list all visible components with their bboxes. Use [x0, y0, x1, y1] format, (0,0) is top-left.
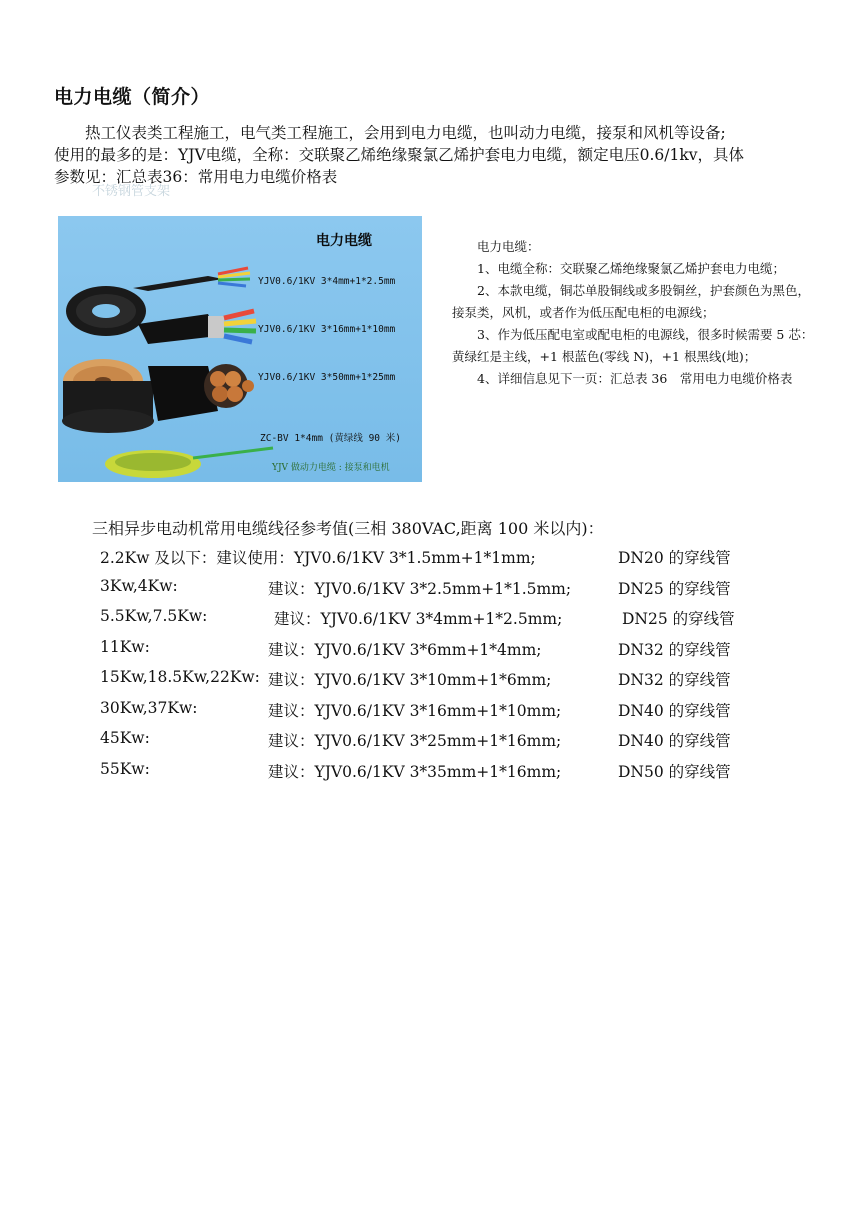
- cable-product-photo: [58, 216, 422, 482]
- table-row: [100, 546, 800, 577]
- table-row: [100, 577, 800, 608]
- intro-line-1: 热工仪表类工程施工，电气类工程施工，会用到电力电缆，也叫动力电缆，接泵和风机等设备;: [85, 124, 726, 142]
- intro-line-2: 使用的最多的是：YJV电缆，全称：交联聚乙烯绝缘聚氯乙烯护套电力电缆，额定电压0.6/1kv，具体: [54, 146, 745, 164]
- photo-label-3: YJV0.6/1KV 3*50mm+1*25mm: [258, 372, 396, 383]
- row-pipe: DN32 的穿线管: [618, 640, 731, 659]
- side-heading: 电力电缆：: [477, 239, 540, 254]
- intro-line-3: 参数见：汇总表36：常用电力电缆价格表: [54, 168, 338, 186]
- row-pipe: DN32 的穿线管: [618, 671, 731, 689]
- side-item-3: 3、作为低压配电室或配电柜的电源线，很多时候需要 5 芯：黄绿红是主线，+1 根蓝色(零线 N)，+1 根黑线(地)；: [452, 327, 814, 364]
- row-power: 45Kw:: [100, 729, 150, 747]
- table-row: [100, 699, 800, 730]
- row-cable: 建议：YJV0.6/1KV 3*16mm+1*10mm;: [268, 701, 562, 720]
- table-row: [100, 607, 800, 638]
- row-cable: 建议：YJV0.6/1KV 3*2.5mm+1*1.5mm;: [268, 579, 572, 598]
- side-item-2: 2、本款电缆，铜芯单股铜线或多股铜丝，护套颜色为黑色，接泵类，风机，或者作为低压配电柜的电源线；: [452, 283, 810, 320]
- row-cable: 建议：YJV0.6/1KV 3*35mm+1*16mm;: [268, 762, 562, 781]
- row-power: 11Kw:: [100, 637, 150, 656]
- table-row: [100, 668, 800, 699]
- row-power: 15Kw,18.5Kw,22Kw:: [100, 668, 260, 686]
- side-item-1: 1、电缆全称：交联聚乙烯绝缘聚氯乙烯护套电力电缆；: [477, 261, 785, 276]
- photo-label-2: YJV0.6/1KV 3*16mm+1*10mm: [258, 324, 396, 335]
- row-pipe: DN25 的穿线管: [622, 610, 735, 628]
- table-row: [100, 638, 800, 669]
- row-cable: 建议：YJV0.6/1KV 3*4mm+1*2.5mm;: [274, 610, 563, 628]
- row-power: 2.2Kw 及以下：建议使用：YJV0.6/1KV 3*1.5mm+1*1mm;: [100, 549, 536, 567]
- row-pipe: DN25 的穿线管: [618, 579, 731, 598]
- page-title: 电力电缆（简介）: [54, 86, 211, 108]
- intro-paragraph: [54, 122, 824, 188]
- ghost-overlay-text: 不锈钢管支架: [92, 184, 171, 199]
- row-cable: 建议：YJV0.6/1KV 3*10mm+1*6mm;: [268, 671, 552, 689]
- row-cable: 建议：YJV0.6/1KV 3*6mm+1*4mm;: [268, 640, 542, 659]
- row-power: 5.5Kw,7.5Kw:: [100, 607, 208, 625]
- row-pipe: DN20 的穿线管: [618, 549, 731, 567]
- photo-label-1: YJV0.6/1KV 3*4mm+1*2.5mm: [258, 276, 396, 287]
- photo-title: 电力电缆: [316, 233, 372, 249]
- row-cable: 建议：YJV0.6/1KV 3*25mm+1*16mm;: [268, 732, 562, 750]
- row-power: 3Kw,4Kw:: [100, 576, 178, 595]
- side-item-4: 4、详细信息见下一页：汇总表 36 常用电力电缆价格表: [477, 371, 793, 386]
- photo-footer: YJV 做动力电缆 : 接泵和电机: [272, 463, 390, 473]
- cable-size-table: [100, 546, 800, 790]
- row-power: 30Kw,37Kw:: [100, 698, 198, 717]
- row-power: 55Kw:: [100, 759, 150, 778]
- row-pipe: DN40 的穿线管: [618, 701, 731, 720]
- row-pipe: DN50 的穿线管: [618, 762, 731, 781]
- row-pipe: DN40 的穿线管: [618, 732, 731, 750]
- table-row: [100, 729, 800, 760]
- cable-description: [452, 236, 820, 390]
- photo-label-4: ZC-BV 1*4mm (黄绿线 90 米): [260, 433, 401, 444]
- table-row: [100, 760, 800, 791]
- section-heading: 三相异步电动机常用电缆线径参考值(三相 380VAC,距离 100 米以内)：: [92, 519, 604, 538]
